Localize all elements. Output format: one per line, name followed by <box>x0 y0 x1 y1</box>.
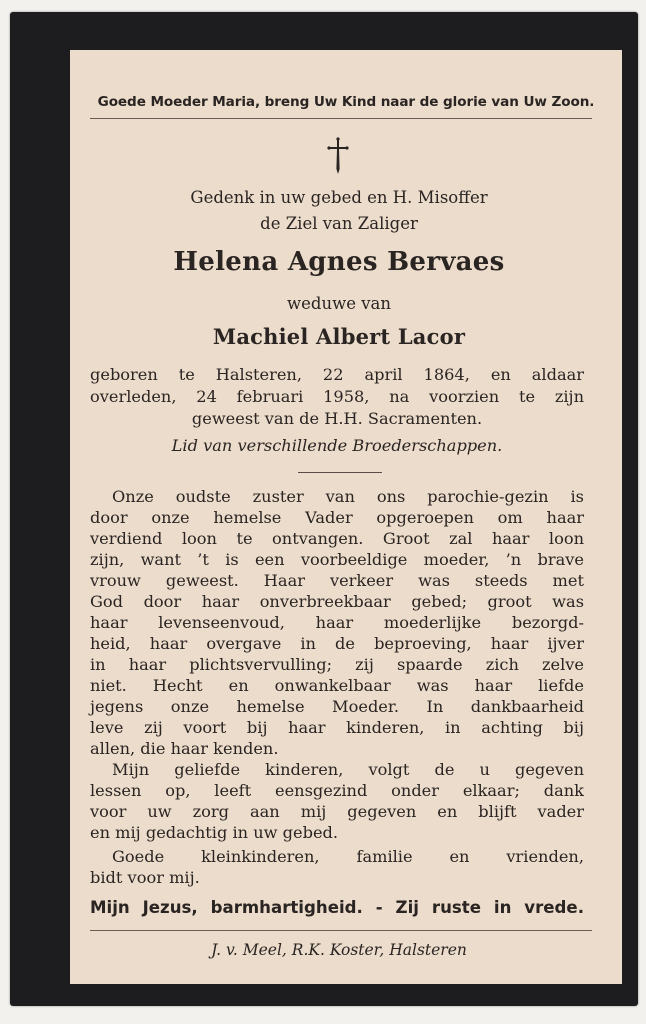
paragraph2-line: lessen op, leeft eensgezind onder elkaar; dank <box>90 781 584 800</box>
paragraph3-line: bidt voor mij. <box>90 868 200 887</box>
paragraph1-line: vrouw geweest. Haar verkeer was steeds met <box>90 571 584 590</box>
paragraph1-line: zijn, want ’t is een voorbeeldige moeder, ’n brave <box>90 550 584 569</box>
paragraph1-line: heid, haar overgave in de beproeving, haar ijver <box>90 634 584 653</box>
widow-of: weduwe van <box>287 294 391 313</box>
paragraph2-line: Mijn geliefde kinderen, volgt de u gegeven <box>112 760 584 779</box>
paragraph2-line: voor uw zorg aan mij gegeven en blijft vader <box>90 802 584 821</box>
membership: Lid van verschillende Broederschappen. <box>171 436 503 455</box>
bottom-divider <box>90 930 592 931</box>
spouse-name: Machiel Albert Lacor <box>212 324 466 349</box>
paragraph1-line: Onze oudste zuster van ons parochie-gezin is <box>112 487 584 506</box>
closing-prayer: Mijn Jezus, barmhartigheid. - Zij ruste in vrede. <box>90 898 584 917</box>
biography-line-1: geboren te Halsteren, 22 april 1864, en aldaar <box>90 365 584 384</box>
intro-line-1: Gedenk in uw gebed en H. Misoffer <box>190 188 488 207</box>
paragraph1-line: jegens onze hemelse Moeder. In dankbaarheid <box>90 697 584 716</box>
biography-line-3: geweest van de H.H. Sacramenten. <box>191 409 483 428</box>
top-divider <box>90 118 592 119</box>
printer-credit: J. v. Meel, R.K. Koster, Halsteren <box>211 941 467 959</box>
paragraph1-line: in haar plichtsvervulling; zij spaarde zich zelve <box>90 655 584 674</box>
paragraph1-line: allen, die haar kenden. <box>90 739 279 758</box>
deceased-name: Helena Agnes Bervaes <box>173 247 505 277</box>
intro-line-2: de Ziel van Zaliger <box>260 214 418 233</box>
paragraph1-line: door onze hemelse Vader opgeroepen om haar <box>90 508 584 527</box>
paragraph1-line: niet. Hecht en onwankelbaar was haar liefde <box>90 676 584 695</box>
paragraph1-line: verdiend loon te ontvangen. Groot zal haar loon <box>90 529 584 548</box>
paragraph1-line: haar levenseenvoud, haar moederlijke bezorgd- <box>90 613 584 632</box>
biography-line-2: overleden, 24 februari 1958, na voorzien te zijn <box>90 387 584 406</box>
latin-cross-icon <box>326 136 350 176</box>
middle-divider <box>298 472 382 473</box>
card-paper <box>70 50 622 984</box>
paragraph1-line: leve zij voort bij haar kinderen, in achting bij <box>90 718 584 737</box>
memorial-card <box>10 12 638 1006</box>
motto: Goede Moeder Maria, breng Uw Kind naar de glorie van Uw Zoon. <box>97 94 595 110</box>
paragraph2-line: en mij gedachtig in uw gebed. <box>90 823 339 842</box>
paragraph1-line: God door haar onverbreekbaar gebed; groot was <box>90 592 584 611</box>
paragraph3-line: Goede kleinkinderen, familie en vrienden, <box>112 847 584 866</box>
